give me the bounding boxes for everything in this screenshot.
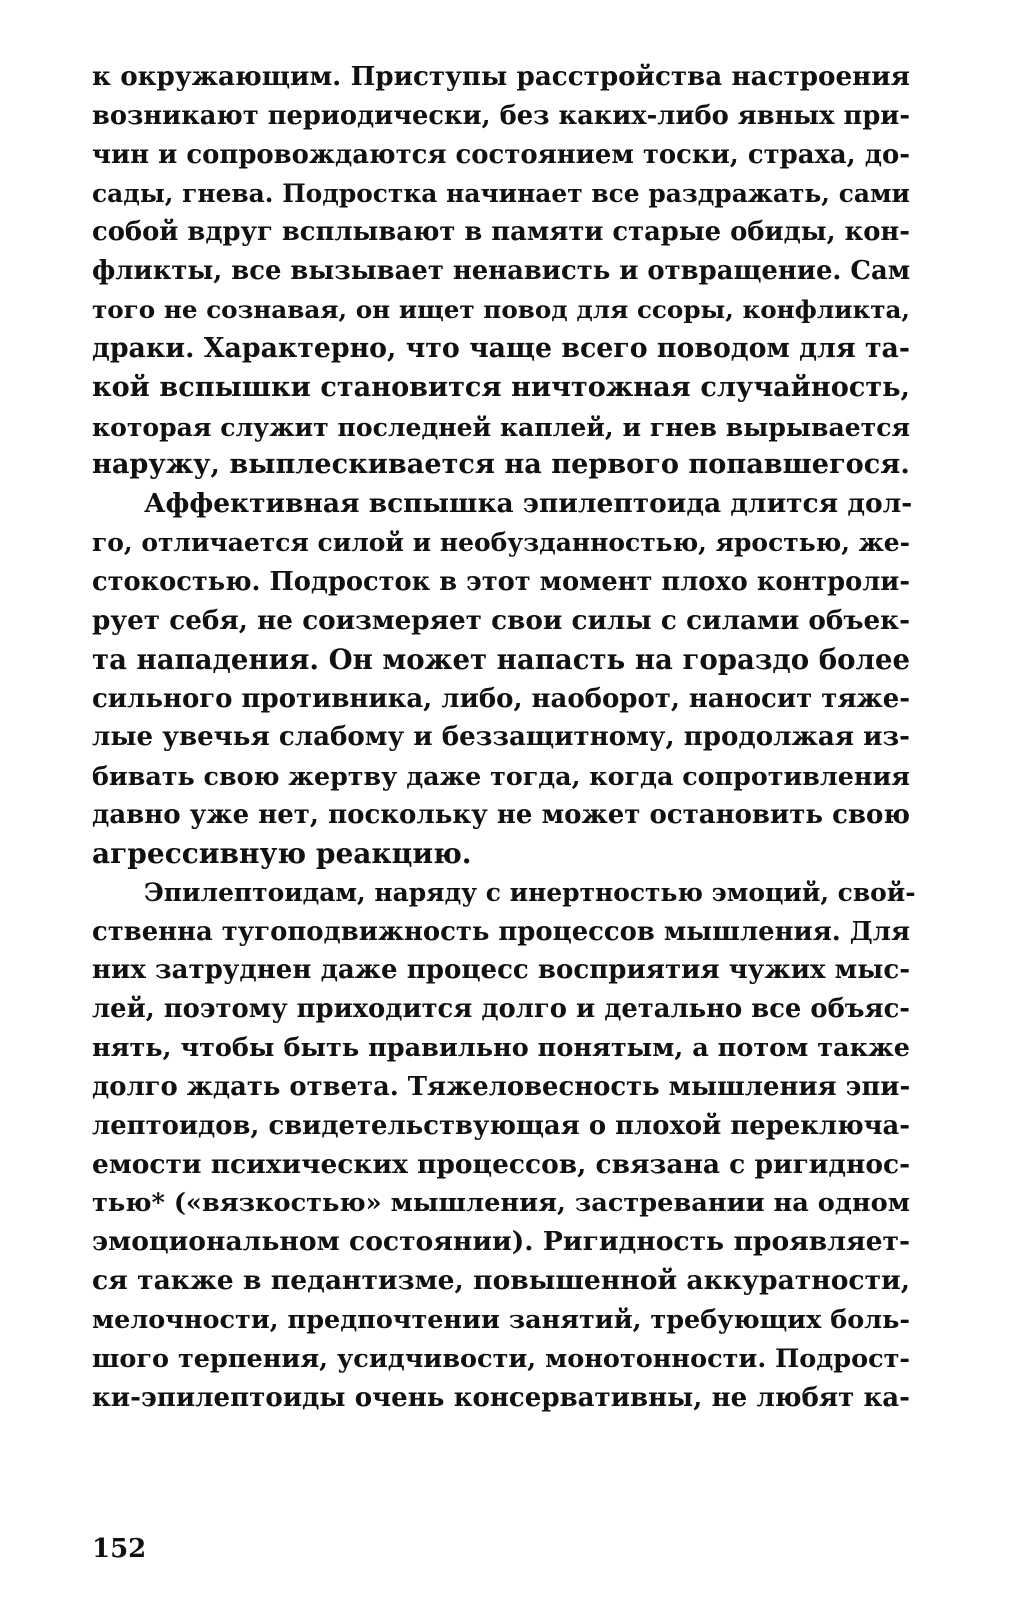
text-line: Эпилептоидам, наряду с инертностью эмоций, свой- (144, 877, 916, 907)
text-line: агрессивную реакцию. (92, 836, 472, 870)
text-line: фликты, все вызывает ненависть и отвращение. Сам (92, 256, 911, 287)
text-line: Аффективная вспышка эпилептоида длится дол- (144, 488, 913, 520)
text-line: которая служит последней каплей, и гнев вырывается (92, 411, 910, 442)
text-line: сильного противника, либо, наоборот, наносит тяже- (92, 683, 910, 714)
text-line: стокостью. Подросток в этот момент плохо контроли- (92, 566, 910, 597)
body-text (92, 58, 916, 1418)
paragraph-2 (92, 485, 913, 873)
text-line: мелочности, предпочтении занятий, требующих боль- (92, 1305, 910, 1335)
text-line: лые увечья слабому и беззащитному, продолжая из- (92, 722, 910, 753)
text-line: рует себя, не соизмеряет свои силы с силами объек- (92, 604, 910, 636)
text-line: долго ждать ответа. Тяжеловесность мышления эпи- (92, 1071, 911, 1102)
text-line: емости психических процессов, связана с ригиднос- (92, 1148, 911, 1180)
text-line: шого терпения, усидчивости, монотонности. Подрост- (92, 1343, 910, 1374)
text-line: лей, поэтому приходится долго и детально все объяс- (92, 994, 910, 1025)
text-line: ки-эпилептоиды очень консервативны, не любят ка- (92, 1382, 910, 1413)
text-line: лептоидов, свидетельствующая о плохой переключа- (92, 1110, 910, 1141)
text-line: драки. Характерно, что чаще всего поводом для та- (92, 332, 910, 364)
text-line: давно уже нет, поскольку не может остановить свою (92, 800, 910, 831)
text-line: них затруднен даже процесс восприятия чужих мыс- (92, 955, 910, 986)
text-line: бивать свою жертву даже тогда, когда сопротивления (92, 761, 911, 792)
text-line: сады, гнева. Подростка начинает все раздражать, сами (92, 178, 910, 208)
text-line: эмоциональном состоянии). Ригидность проявляет- (92, 1226, 910, 1258)
text-line: нять, чтобы быть правильно понятым, а потом также (92, 1033, 910, 1064)
text-line: к окружающим. Приступы расстройства настроения (92, 61, 910, 92)
text-line: та нападения. Он может напасть на гораздо более (92, 643, 910, 676)
text-line: чин и сопровождаются состоянием тоски, страха, до- (92, 139, 910, 170)
text-line: тью* («вязкостью» мышления, застревании на одном (92, 1188, 910, 1219)
page-number: 152 (92, 1534, 147, 1564)
text-line: ся также в педантизме, повышенной аккуратности, (92, 1265, 910, 1297)
text-line: кой вспышки становится ничтожная случайность, (92, 371, 910, 403)
text-line: го, отличается силой и необузданностью, яростью, же- (92, 528, 910, 558)
paragraph-3 (92, 874, 916, 1418)
text-line: возникают периодически, без каких-либо явных при- (92, 100, 910, 131)
text-line: ственна тугоподвижность процессов мышления. Для (92, 916, 911, 947)
text-line: собой вдруг всплывают в памяти старые обиды, кон- (92, 217, 910, 248)
text-line: наружу, выплескивается на первого попавшегося. (92, 449, 910, 481)
text-line: того не сознавая, он ищет повод для ссоры, конфликта, (92, 295, 910, 325)
paragraph-1 (92, 58, 910, 485)
